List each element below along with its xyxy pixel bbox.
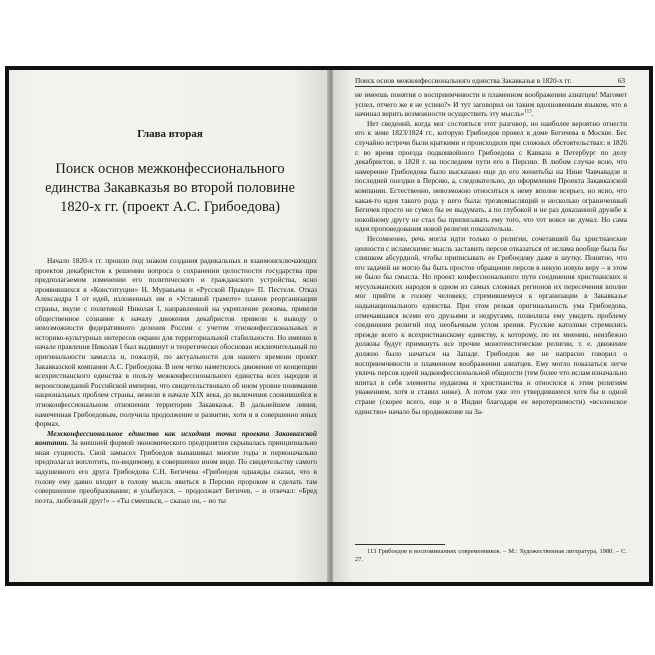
running-head-title: Поиск основ межконфессионального единства Закавказья в 1820-х гг.: [355, 76, 572, 85]
page-number: 63: [617, 76, 625, 85]
right-continuation: не имеешь понятия о восприимчивости и пламенном воображении азиатцев! Магомет успел, отчего же я не успею?» И тут заговорил он таким вдохновенным языком, что я начинал верить возможности осуществить эту мысль»$^{113}$.: [355, 90, 627, 119]
chapter-label: Глава вторая: [137, 128, 203, 140]
book-spread: [5, 66, 653, 586]
left-paragraph-1: Начало 1820-х гг. прошло под знаком создания радикальных и взаимоисключающих проектов декабристов к решению вопроса о сохранении целостности государства при предполагаемом изменении его политического и гражданского устройства, ясно проявившихся в «Конституции» Н. Муравьева и «Русской Правде» П. Пестеля. Отказ Александра I от идей, изложенных им в «Уставной грамоте» планов реорганизации страны, вкупе с политикой Николая I, направленной на укрепление режима, привели общественное сознание к началу движения декабристов привели к выводу о невозможности федеративного деления России с учетом этноконфессиональных и историко-культурных интересов окраин для территориальной стабильности. Но именно в начале правления Николая I был выдвинут и теоретически обоснован исключительный по оригинальности замысла и, пожалуй, по актуальности для нашего времени проект Закавказской компании А.С. Грибоедова. В нем четко наметилось движение от концепции всехристианского единства в пользу межконфессионального единства всех народов и вероисповеданий Российской империи, что свидетельствовало об ином уровне понимания национальных проблем страны, нежели в начале XIX века, до включения сложившейся в этноконфессиональном отношении территории Закавказья. В дальнейшем линия, намеченная Грибоедовым, получила продолжение и развитие, хотя и в совершенно иных формах.: [35, 256, 317, 429]
right-continuation-text: не имеешь понятия о восприимчивости и пламенном воображении азиатцев! Магомет успел, отчего же я не успею?» И тут заговорил он таким вдохновенным языком, что я начинал верить возможности осуществить эту мысль»: [355, 90, 627, 119]
right-paragraph-1: Нет сведений, когда мог состояться этот разговор, но наиболее вероятно отнести его к зиме 1823/1824 гг., которую Грибоедов провел в доме Бегичева в Москве. Бес случайно встречи были краткими и происходили при сложных обстоятельствах: в 1826 г. во время проезда подконвойного Грибоедова с Кавказа в Петербург по делу декабристов, в 1828 г. на последнем пути его в Персию. В любом случае ясно, что намерение Грибоедова было высказано еще до его женитьбы на Нине Чавчавадзе и последней поездки в Персию, а, следовательно, до оформления Проекта Закавказской компании. Естественно, невозможно относиться к нему вполне всерьез, но ясно, что какая-то идея такого рода у него была: трезвомыслящий и несколько ограниченный Бегичев просто не сумел бы ее выдумать, а по глубокой и не раз доказанной дружбе к покойному другу не стал бы приписывать ему того, что тот вовсе не думал. Но сама идея проповедования новой религии показательна.: [355, 118, 627, 234]
footnote-reference: 113: [524, 109, 532, 115]
section-heading: Межконфессиональное единство как исходная точка проекта Закавказской компании.: [35, 428, 317, 448]
running-head: [355, 76, 625, 87]
footnote-rule: [355, 544, 445, 545]
footnote: 113 Грибоедов в воспоминаниях современников. – М.: Художественная литература, 1980. – С. 27.: [355, 548, 627, 564]
left-page-body: [35, 256, 317, 505]
chapter-title: Поиск основ межконфессионального единства Закавказья во второй половине 1820-х гг. (проект А.С. Грибоедова): [45, 161, 295, 215]
left-paragraph-2: [35, 429, 317, 506]
right-page-body: [355, 90, 627, 416]
right-page: [333, 70, 649, 582]
right-paragraph-2: Несомненно, речь могла идти только о религии, сочетавшей бы христианские ценности с исламскими: мысль заставить персов отказаться от ислама вообще была бы слишком абсурдной, чтобы приписывать ее Грибоедову даже в шутку. Понятно, что его задачей не могло бы быть простое обращение персов в некую новую веру – в этом не было бы смысла. Но проект конфессионального пути соединения христианских и мусульманских народов в одном из самых сложных регионов их пересечения вполне мог прийти в голову человеку, стремившемуся к организации в Закавказье надынационального единства. При этом резкая оригинальность ума Грибоедова, отмечавшаяся всеми его друзьями и недругами, позволила ему увидеть проблему соединения религий под необычным углом зрения. Русские католики стремились прежде всего к всехристианскому единству, к которому, по их мнению, неизбежно должны будут примкнуть все прочие монотеистические религии, т. е. движение должно было начаться на Западе. Грибоедов же не напрасно говорил о восприимчивости и пламенном воображении азиатцев. Ему могло показаться легче увлечь персов идеей надконфессиональной общности (тем более что ислам изначально впитал в себя элементы иудаизма и христианства и относился к этим религиям уважением, хотя и ставил ниже). А потом уже это утвердившееся хотя бы в одной стране (скорее всего, еще и в Индии благодаря ее веротерпимости) «вселенское единство» начало бы продвижение на За-: [355, 233, 627, 416]
left-page: [9, 70, 331, 582]
left-paragraph-2-text: За внешней формой экономического предприятия скрывалась принципиально иная сущность. Свой замысел Грибоедов вынашивал многие годы и первоначально предполагал воплотить, по-видимому, в совершенно ином виде. По свидетельству самого задушевного его друга Грибоедова С.Н. Бегичева «Грибоедов однажды сказал, что в голову ему давно входит в голову мысль явиться в Персию пророком и сделать там совершенное преобразование; я улыбнулся, – продолжает Бегичев, – и отвечал: «Бред поэта, любезный друг!» – «Ты смеешься, – сказал он, – но ты: [35, 438, 317, 505]
